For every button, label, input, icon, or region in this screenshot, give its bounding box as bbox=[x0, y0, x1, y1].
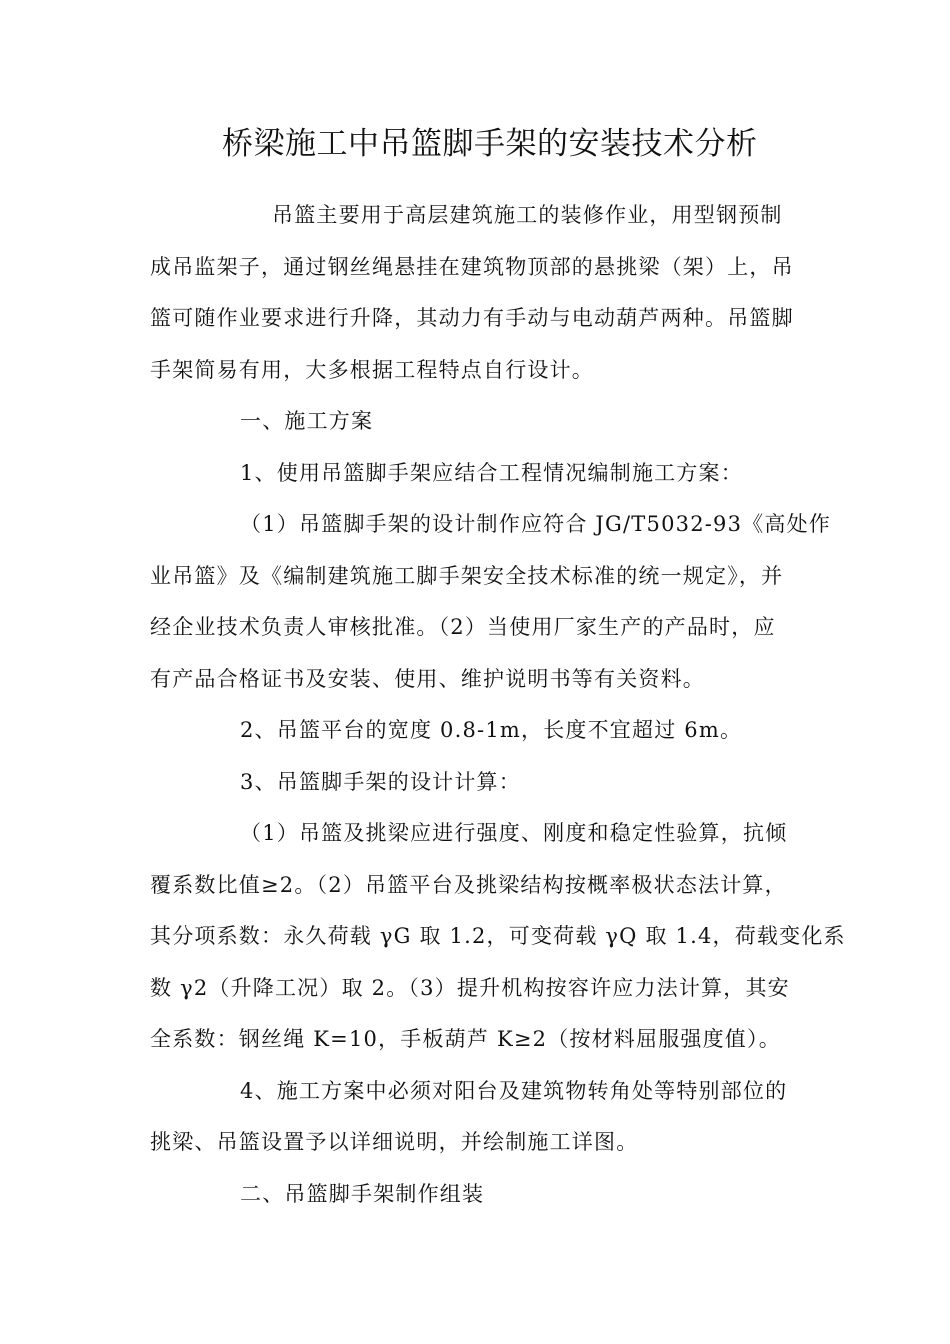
paragraph-line: 2、吊篮平台的宽度 0.8-1m，长度不宜超过 6m。 bbox=[240, 718, 743, 742]
paragraph-line: 成吊监架子，通过钢丝绳悬挂在建筑物顶部的悬挑梁（架）上，吊 bbox=[150, 255, 794, 279]
paragraph-line: 全系数：钢丝绳 K=10，手板葫芦 K≥2（按材料屈服强度值）。 bbox=[150, 1027, 781, 1051]
section-heading: 二、吊篮脚手架制作组装 bbox=[240, 1182, 485, 1206]
paragraph-line: （1）吊篮脚手架的设计制作应符合 JG/T5032-93《高处作 bbox=[240, 512, 831, 536]
paragraph-line: 有产品合格证书及安装、使用、维护说明书等有关资料。 bbox=[150, 667, 705, 691]
paragraph-line: 其分项系数：永久荷载 γG 取 1.2，可变荷载 γQ 取 1.4，荷载变化系 bbox=[150, 924, 846, 948]
paragraph-line: 挑梁、吊篮设置予以详细说明，并绘制施工详图。 bbox=[150, 1130, 639, 1154]
paragraph-line: 手架简易有用，大多根据工程特点自行设计。 bbox=[150, 358, 594, 382]
paragraph-line: 经企业技术负责人审核批准。（2）当使用厂家生产的产品时，应 bbox=[150, 615, 776, 639]
paragraph-line: 业吊篮》及《编制建筑施工脚手架安全技术标准的统一规定》，并 bbox=[150, 564, 784, 588]
paragraph-line: （1）吊篮及挑梁应进行强度、刚度和稳定性验算，抗倾 bbox=[240, 821, 788, 845]
paragraph-line: 吊篮主要用于高层建筑施工的装修作业，用型钢预制 bbox=[272, 203, 783, 227]
paragraph-line: 覆系数比值≥2。（2）吊篮平台及挑梁结构按概率极状态法计算， bbox=[150, 873, 787, 897]
paragraph-line: 4、施工方案中必须对阳台及建筑物转角处等特别部位的 bbox=[240, 1079, 788, 1103]
paragraph-line: 数 γ2（升降工况）取 2。（3）提升机构按容许应力法计算，其安 bbox=[150, 976, 790, 1000]
paragraph-line: 3、吊篮脚手架的设计计算： bbox=[240, 770, 521, 794]
section-heading: 一、施工方案 bbox=[240, 409, 374, 433]
paragraph-line: 篮可随作业要求进行升降，其动力有手动与电动葫芦两种。吊篮脚 bbox=[150, 306, 794, 330]
paragraph-line: 1、使用吊篮脚手架应结合工程情况编制施工方案： bbox=[240, 461, 743, 485]
document-title: 桥梁施工中吊篮脚手架的安装技术分析 bbox=[222, 126, 758, 162]
